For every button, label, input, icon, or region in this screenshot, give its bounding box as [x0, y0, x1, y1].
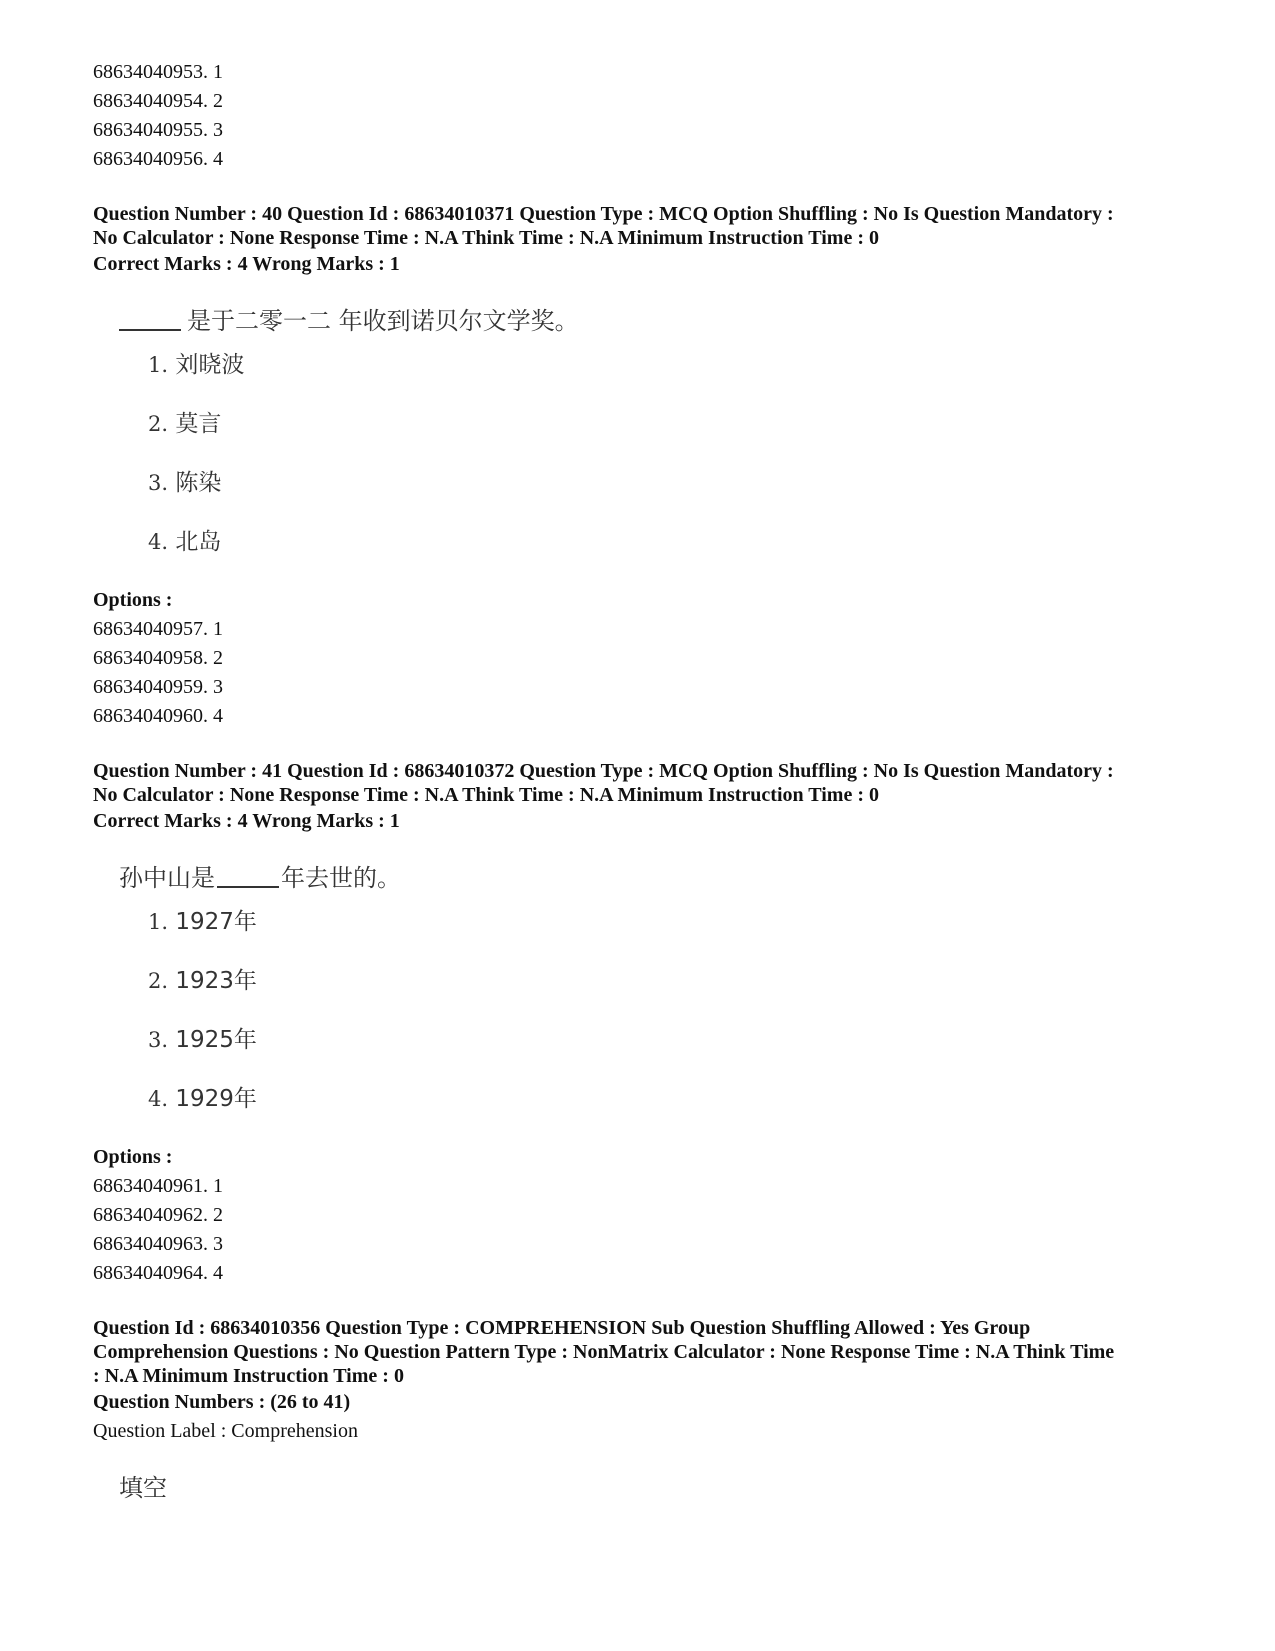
choice-number: 1. [148, 910, 169, 934]
option-id-line: 68634040953. 1 [93, 61, 223, 83]
choice-number: 2. [148, 969, 169, 993]
option-id-line: 68634040963. 3 [93, 1233, 223, 1255]
choice-number: 4. [148, 1087, 169, 1111]
choice-text: 北岛 [175, 529, 222, 555]
comprehension-meta-line: Question Id : 68634010356 Question Type : COMPREHENSION Sub Question Shuffling Allowed : Yes Group [93, 1317, 1031, 1339]
choice-item [93, 409, 1193, 468]
question-block-41 [93, 759, 1193, 1288]
choice-item [93, 1025, 1193, 1084]
choice-item [93, 1084, 1193, 1143]
question-block-40 [93, 202, 1193, 731]
choice-item [93, 527, 1193, 586]
question-stem [93, 863, 1193, 893]
choice-number: 3. [148, 471, 169, 495]
choice-text: 1929年 [175, 1086, 257, 1112]
comprehension-meta-line: : N.A Minimum Instruction Time : 0 [93, 1365, 404, 1387]
option-id-line: 68634040954. 2 [93, 90, 223, 112]
exam-document [93, 58, 1193, 1517]
choice-item [93, 350, 1193, 409]
choice-number: 2. [148, 412, 169, 436]
question-numbers: Question Numbers : (26 to 41) [93, 1391, 351, 1413]
fill-blank [217, 864, 279, 888]
choice-item [93, 966, 1193, 1025]
fill-blank [119, 307, 181, 331]
option-id-line: 68634040957. 1 [93, 618, 223, 640]
question-meta-line: No Calculator : None Response Time : N.A Think Time : N.A Minimum Instruction Time : 0 [93, 227, 879, 249]
choice-text: 1927年 [175, 909, 257, 935]
question-meta-line: Question Number : 41 Question Id : 68634010372 Question Type : MCQ Option Shuffling : No Is Question Mandatory : [93, 760, 1114, 782]
choice-number: 3. [148, 1028, 169, 1052]
stem-text: 孙中山是 [119, 864, 215, 892]
comprehension-block [93, 1316, 1193, 1503]
choice-text: 1923年 [175, 968, 257, 994]
choice-text: 陈染 [175, 470, 222, 496]
question-stem [93, 306, 1193, 336]
question-marks: Correct Marks : 4 Wrong Marks : 1 [93, 253, 400, 275]
options-heading: Options : [93, 589, 173, 611]
choice-item [93, 468, 1193, 527]
option-id-line: 68634040958. 2 [93, 647, 223, 669]
question-meta-line: No Calculator : None Response Time : N.A Think Time : N.A Minimum Instruction Time : 0 [93, 784, 879, 806]
options-heading: Options : [93, 1146, 173, 1168]
option-id-line: 68634040960. 4 [93, 705, 223, 727]
question-label: Question Label : Comprehension [93, 1420, 358, 1442]
option-id-line: 68634040962. 2 [93, 1204, 223, 1226]
question-content [93, 306, 1193, 586]
comprehension-meta-line: Comprehension Questions : No Question Pattern Type : NonMatrix Calculator : None Response Time : N.A Think Time [93, 1341, 1115, 1363]
stem-text: 是于二零一二 年收到诺贝尔文学奖。 [187, 307, 579, 335]
option-id-line: 68634040961. 1 [93, 1175, 223, 1197]
option-id-line: 68634040964. 4 [93, 1262, 223, 1284]
comprehension-passage [93, 1473, 1193, 1503]
choice-text: 刘晓波 [175, 352, 245, 378]
question-marks: Correct Marks : 4 Wrong Marks : 1 [93, 810, 400, 832]
choice-item [93, 907, 1193, 966]
choice-text: 莫言 [175, 411, 222, 437]
choice-text: 1925年 [175, 1027, 257, 1053]
passage-text: 填空 [119, 1474, 167, 1502]
stem-text: 年去世的。 [281, 864, 401, 892]
question-content [93, 863, 1193, 1143]
prev-options-list [93, 58, 1193, 174]
option-id-line: 68634040955. 3 [93, 119, 223, 141]
choice-number: 4. [148, 530, 169, 554]
option-id-line: 68634040956. 4 [93, 148, 223, 170]
option-id-line: 68634040959. 3 [93, 676, 223, 698]
question-meta-line: Question Number : 40 Question Id : 68634010371 Question Type : MCQ Option Shuffling : No Is Question Mandatory : [93, 203, 1114, 225]
choice-number: 1. [148, 353, 169, 377]
